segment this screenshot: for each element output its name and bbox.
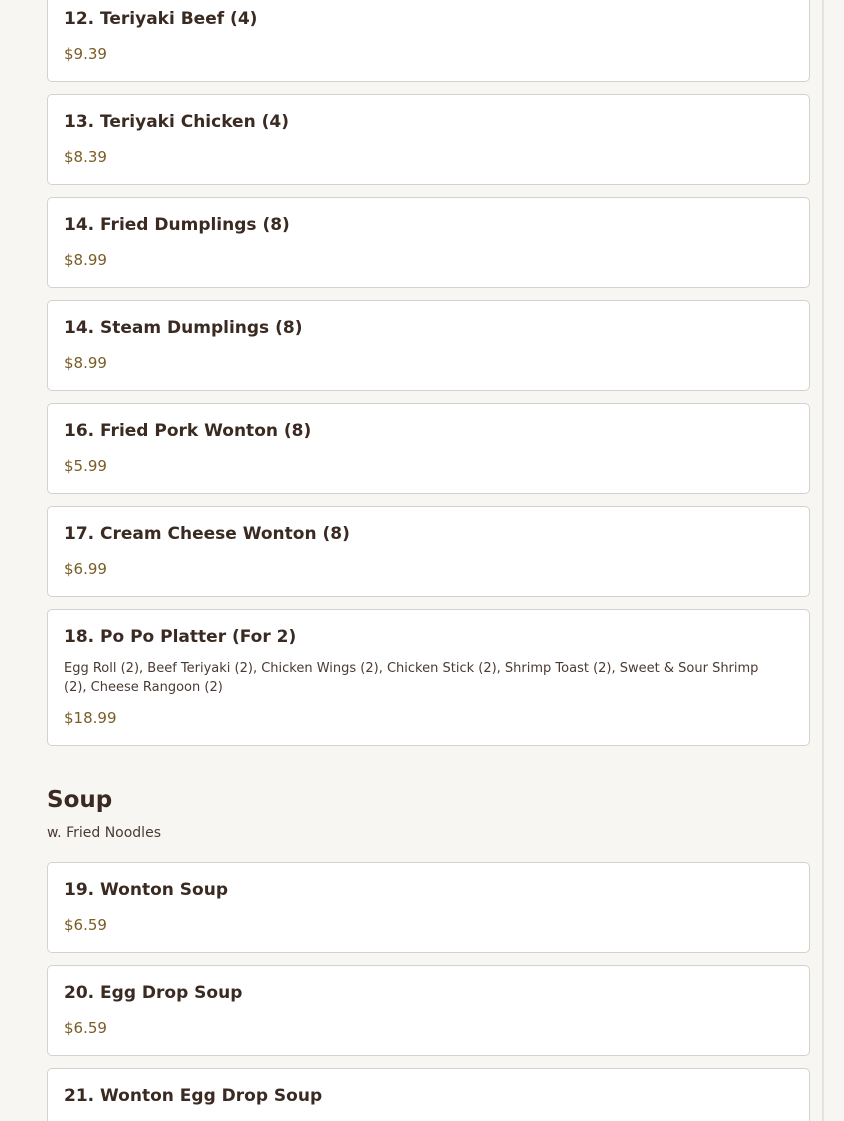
- menu-item-price: $8.99: [64, 251, 107, 269]
- menu-item-name: 21. Wonton Egg Drop Soup: [64, 1086, 323, 1106]
- menu-item-name: 12. Teriyaki Beef (4): [64, 9, 258, 29]
- menu-item-card[interactable]: [47, 506, 810, 597]
- menu-item-name: 18. Po Po Platter (For 2): [64, 627, 297, 647]
- menu-item-price: $5.99: [64, 457, 107, 475]
- menu-column: [47, 0, 812, 1121]
- menu-item-card[interactable]: [47, 0, 810, 82]
- menu-item-price: $6.99: [64, 560, 107, 578]
- menu-item-card[interactable]: [47, 609, 810, 746]
- menu-item-card[interactable]: [47, 94, 810, 185]
- menu-item-price: $18.99: [64, 709, 117, 727]
- section-title: Soup: [47, 787, 113, 813]
- menu-item-card[interactable]: [47, 197, 810, 288]
- menu-item-card[interactable]: [47, 300, 810, 391]
- menu-item-card[interactable]: [47, 965, 810, 1056]
- menu-item-name: 20. Egg Drop Soup: [64, 983, 243, 1003]
- menu-item-card[interactable]: [47, 1068, 810, 1121]
- menu-item-name: 16. Fried Pork Wonton (8): [64, 421, 312, 441]
- menu-item-price: $9.39: [64, 45, 107, 63]
- menu-item-name: 14. Fried Dumplings (8): [64, 215, 290, 235]
- menu-item-name: 19. Wonton Soup: [64, 880, 228, 900]
- menu-item-price: $8.99: [64, 354, 107, 372]
- menu-item-name: 13. Teriyaki Chicken (4): [64, 112, 289, 132]
- menu-item-price: $6.59: [64, 1019, 107, 1037]
- menu-item-name: 17. Cream Cheese Wonton (8): [64, 524, 350, 544]
- menu-item-card[interactable]: [47, 862, 810, 953]
- scrollbar-track[interactable]: [822, 0, 824, 1121]
- menu-item-price: $6.59: [64, 916, 107, 934]
- section-subtitle: w. Fried Noodles: [47, 825, 161, 841]
- menu-item-card[interactable]: [47, 403, 810, 494]
- menu-item-description: Egg Roll (2), Beef Teriyaki (2), Chicken Wings (2), Chicken Stick (2), Shrimp Toast (2), Sweet & Sour Shrimp (2), Cheese Rangoon (2): [64, 661, 759, 695]
- menu-item-name: 14. Steam Dumplings (8): [64, 318, 303, 338]
- menu-item-price: $8.39: [64, 148, 107, 166]
